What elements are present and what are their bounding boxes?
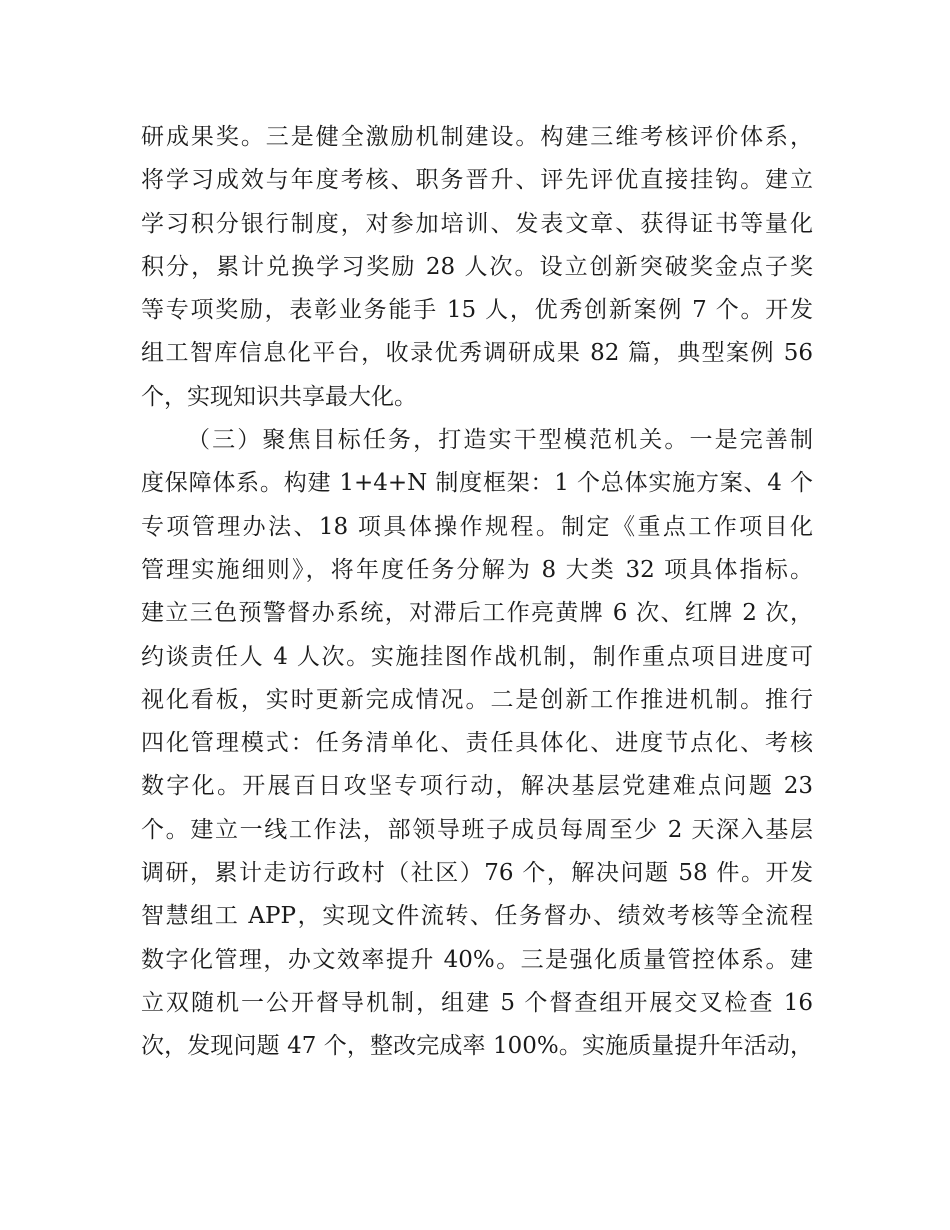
text-line: 管理实施细则》，将年度任务分解为 8 大类 32 项具体指标。 xyxy=(141,556,813,583)
text-line: 积分，累计兑换学习奖励 28 人次。设立创新突破奖金点子奖 xyxy=(141,253,813,280)
text-line: 视化看板，实时更新完成情况。二是创新工作推进机制。推行 xyxy=(141,686,813,713)
text-line: 个。建立一线工作法，部领导班子成员每周至少 2 天深入基层 xyxy=(141,816,813,843)
text-line: 次，发现问题 47 个，整改完成率 100%。实施质量提升年活动， xyxy=(141,1033,813,1060)
text-line: 学习积分银行制度，对参加培训、发表文章、获得证书等量化 xyxy=(141,210,813,237)
document-body xyxy=(141,116,813,1069)
section-heading-line: （三）聚焦目标任务，打造实干型模范机关。一是完善制 xyxy=(187,427,813,454)
text-line: 将学习成效与年度考核、职务晋升、评先评优直接挂钩。建立 xyxy=(141,167,813,194)
text-line: 组工智库信息化平台，收录优秀调研成果 82 篇，典型案例 56 xyxy=(141,340,813,367)
text-line: 四化管理模式：任务清单化、责任具体化、进度节点化、考核 xyxy=(141,730,813,757)
text-line: 立双随机一公开督导机制，组建 5 个督查组开展交叉检查 16 xyxy=(141,989,813,1016)
text-line: 专项管理办法、18 项具体操作规程。制定《重点工作项目化 xyxy=(141,513,813,540)
text-line: 研成果奖。三是健全激励机制建设。构建三维考核评价体系， xyxy=(141,124,813,150)
text-line: 度保障体系。构建 1+4+N 制度框架：1 个总体实施方案、4 个 xyxy=(141,470,813,497)
text-line: 约谈责任人 4 人次。实施挂图作战机制，制作重点项目进度可 xyxy=(141,643,813,670)
text-line: 调研，累计走访行政村（社区）76 个，解决问题 58 件。开发 xyxy=(141,860,813,887)
text-line: 数字化管理，办文效率提升 40%。三是强化质量管控体系。建 xyxy=(141,946,813,973)
text-line: 建立三色预警督办系统，对滞后工作亮黄牌 6 次、红牌 2 次， xyxy=(141,600,813,627)
paragraph-model-organ xyxy=(141,419,813,1068)
text-line: 等专项奖励，表彰业务能手 15 人，优秀创新案例 7 个。开发 xyxy=(141,297,813,324)
text-line: 数字化。开展百日攻坚专项行动，解决基层党建难点问题 23 xyxy=(141,773,813,800)
text-line-last: 个，实现知识共享最大化。 xyxy=(141,383,417,410)
paragraph-incentive-mechanism xyxy=(141,116,813,419)
text-line: 智慧组工 APP，实现文件流转、任务督办、绩效考核等全流程 xyxy=(141,903,813,930)
